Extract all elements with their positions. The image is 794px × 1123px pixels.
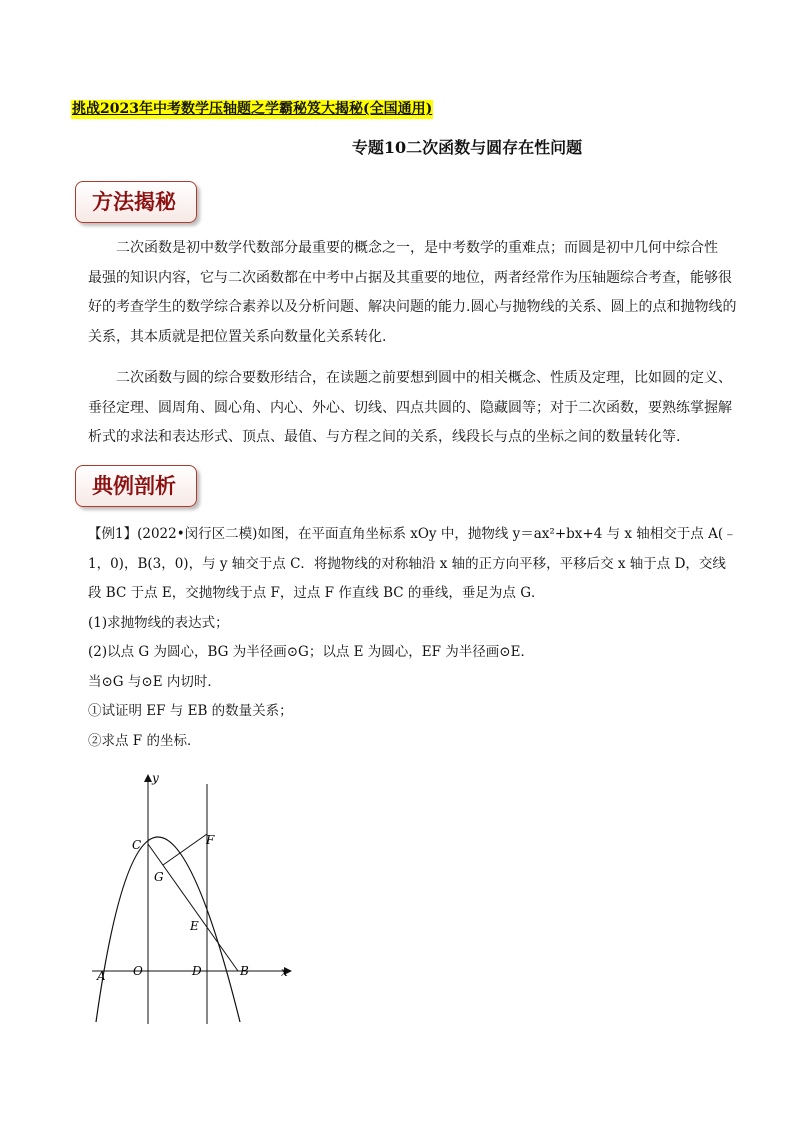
paragraph-line: 好的考查学生的数学综合素养以及分析问题、解决问题的能力.圆心与抛物线的关系、圆上的点和抛物线的 xyxy=(88,299,737,315)
section-heading-method xyxy=(75,181,197,223)
label-c: C xyxy=(132,838,142,852)
paragraph-line: 二次函数是初中数学代数部分最重要的概念之一，是中考数学的重难点；而圆是初中几何中综合性 xyxy=(116,240,718,256)
paragraph-line: 二次函数与圆的综合要数形结合，在读题之前要想到圆中的相关概念、性质及定理，比如圆的定义、 xyxy=(116,370,732,386)
document-banner: 挑战2023年中考数学压轴题之学霸秘笈大揭秘(全国通用) xyxy=(72,101,433,117)
question-line: 1，0)，B(3，0)，与 y 轴交于点 C．将抛物线的对称轴沿 x 轴的正方向平移，平移后交 x 轴于点 D，交线 xyxy=(88,555,726,572)
topic-title: 专题10二次函数与圆存在性问题 xyxy=(351,138,583,157)
label-f: F xyxy=(206,833,215,847)
question-line: 【例1】(2022•闵行区二模)如图，在平面直角坐标系 xOy 中，抛物线 y＝ax²+bx+4 与 x 轴相交于点 A(﹣ xyxy=(88,526,737,542)
paragraph-line: 析式的求法和表达形式、顶点、最值、与方程之间的关系，线段长与点的坐标之间的数量转化等. xyxy=(88,429,681,445)
label-b: B xyxy=(240,964,249,978)
question-line: (1)求抛物线的表达式； xyxy=(88,614,229,631)
example-question xyxy=(88,520,738,756)
method-paragraph-1 xyxy=(88,234,738,352)
label-x: x xyxy=(281,965,288,979)
section-heading-examples xyxy=(75,465,197,507)
y-axis-arrow xyxy=(144,774,152,782)
label-o: O xyxy=(133,964,143,978)
paragraph-line: 最强的知识内容，它与二次函数都在中考中占据及其重要的地位，两者经常作为压轴题综合考查，能够很 xyxy=(88,269,732,286)
label-y: y xyxy=(152,771,159,785)
parabola-curve xyxy=(96,837,240,1022)
paragraph-line: 关系，其本质就是把位置关系向数量化关系转化. xyxy=(88,328,387,345)
section-heading-method-label: 方法揭秘 xyxy=(92,189,176,214)
segment-bc xyxy=(148,844,238,971)
geometry-figure xyxy=(88,770,308,1030)
question-line: 段 BC 于点 E，交抛物线于点 F，过点 F 作直线 BC 的垂线，垂足为点 G． xyxy=(88,585,545,601)
question-line: ①试证明 EF 与 EB 的数量关系； xyxy=(88,703,293,719)
section-heading-examples-label: 典例剖析 xyxy=(92,473,176,498)
label-d: D xyxy=(192,964,202,978)
paragraph-line: 垂径定理、圆周角、圆心角、内心、外心、切线、四点共圆的、隐藏圆等；对于二次函数，要熟练掌握解 xyxy=(88,399,732,416)
question-line: ②求点 F 的坐标． xyxy=(88,732,201,749)
question-line: 当⊙G 与⊙E 内切时． xyxy=(88,673,221,690)
label-e: E xyxy=(190,919,199,933)
question-line: (2)以点 G 为圆心，BG 为半径画⊙G；以点 E 为圆心，EF 为半径画⊙E． xyxy=(88,644,534,660)
label-g: G xyxy=(154,870,164,884)
method-paragraph-2 xyxy=(88,364,738,453)
label-a: A xyxy=(97,969,106,983)
